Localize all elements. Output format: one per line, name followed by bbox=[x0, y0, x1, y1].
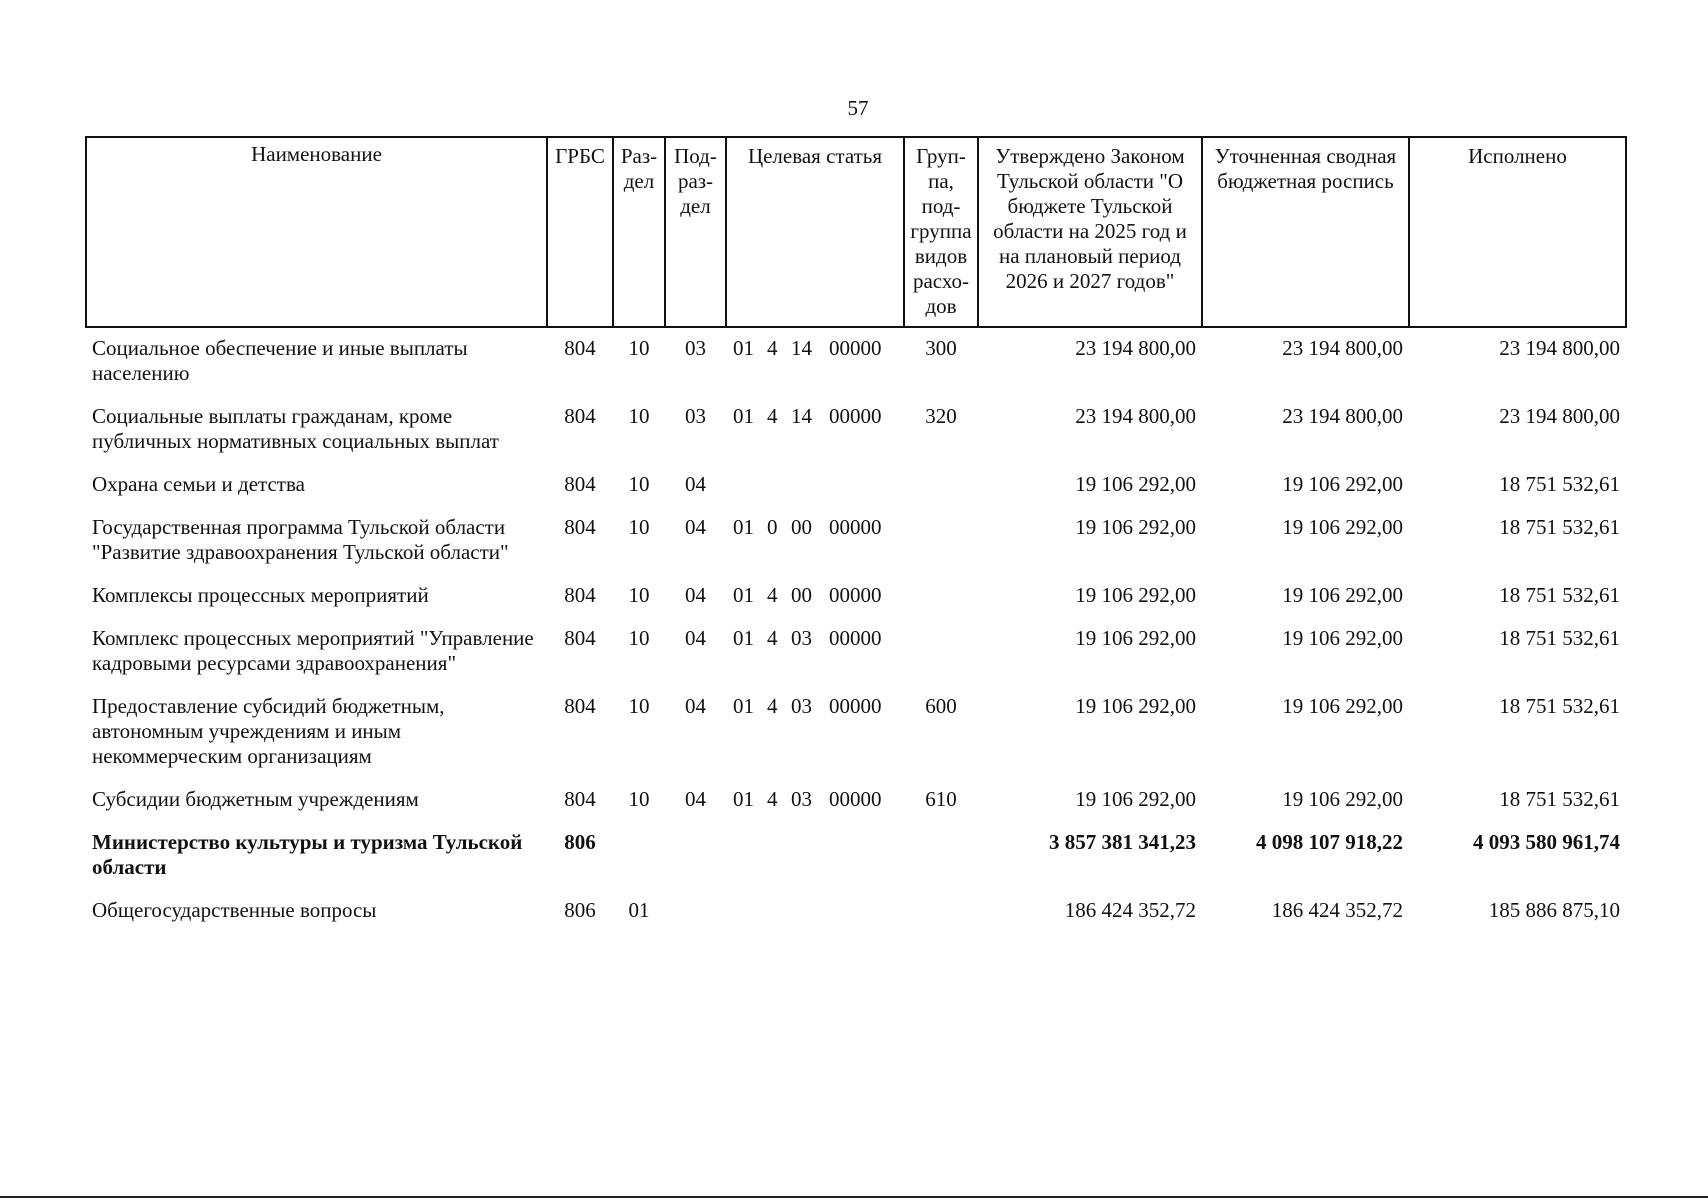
header-utochnennaya-rospis: Уточненная сводная бюджетная роспись bbox=[1202, 137, 1409, 327]
row-approved-cell: 23 194 800,00 bbox=[1075, 336, 1196, 360]
table-row bbox=[86, 825, 1626, 893]
celevaya-statya-parts bbox=[729, 694, 901, 719]
table-row bbox=[86, 399, 1626, 467]
celevaya-statya-part-4: 00000 bbox=[829, 787, 882, 811]
row-razdel-cell: 10 bbox=[628, 336, 650, 360]
row-executed-cell: 18 751 532,61 bbox=[1499, 583, 1620, 607]
row-executed-cell: 18 751 532,61 bbox=[1499, 787, 1620, 811]
row-razdel-cell: 10 bbox=[628, 626, 650, 650]
celevaya-statya-part-1: 01 bbox=[733, 404, 754, 428]
celevaya-statya-part-2: 4 bbox=[767, 787, 778, 811]
row-celevaya-statya-cell bbox=[726, 782, 904, 825]
header-utverzhdeno: Утверждено Законом Тульской области "О бюджете Тульской области на 2025 год и на плановый период 2026 и 2027 годов" bbox=[978, 137, 1202, 327]
celevaya-statya-part-3: 03 bbox=[791, 787, 812, 811]
celevaya-statya-part-1: 01 bbox=[733, 787, 754, 811]
header-ispolneno: Исполнено bbox=[1409, 137, 1626, 327]
row-celevaya-statya-cell bbox=[726, 578, 904, 621]
row-name-cell: Субсидии бюджетным учреждениям bbox=[92, 787, 419, 811]
row-executed-cell: 23 194 800,00 bbox=[1499, 404, 1620, 428]
row-name-cell: Социальные выплаты гражданам, кроме публичных нормативных социальных выплат bbox=[92, 404, 499, 453]
budget-table bbox=[85, 136, 1627, 936]
row-executed-cell: 4 093 580 961,74 bbox=[1473, 830, 1620, 854]
table-row bbox=[86, 578, 1626, 621]
celevaya-statya-part-1: 01 bbox=[733, 626, 754, 650]
row-name-cell: Государственная программа Тульской области "Развитие здравоохранения Тульской области" bbox=[92, 515, 509, 564]
row-refined-cell: 19 106 292,00 bbox=[1282, 472, 1403, 496]
row-approved-cell: 19 106 292,00 bbox=[1075, 583, 1196, 607]
row-approved-cell: 19 106 292,00 bbox=[1075, 515, 1196, 539]
celevaya-statya-part-3: 00 bbox=[791, 515, 812, 539]
row-razdel-cell: 10 bbox=[628, 404, 650, 428]
row-executed-cell: 18 751 532,61 bbox=[1499, 472, 1620, 496]
row-grbs-cell: 804 bbox=[564, 404, 596, 428]
row-refined-cell: 19 106 292,00 bbox=[1282, 787, 1403, 811]
row-name-cell: Комплекс процессных мероприятий "Управление кадровыми ресурсами здравоохранения" bbox=[92, 626, 534, 675]
header-name: Наименование bbox=[86, 137, 547, 327]
row-grbs-cell: 804 bbox=[564, 515, 596, 539]
row-group-cell bbox=[904, 510, 978, 578]
celevaya-statya-part-2: 4 bbox=[767, 404, 778, 428]
celevaya-statya-part-4: 00000 bbox=[829, 404, 882, 428]
row-name-cell: Комплексы процессных мероприятий bbox=[92, 583, 429, 607]
celevaya-statya-part-1: 01 bbox=[733, 583, 754, 607]
row-razdel-cell: 01 bbox=[628, 898, 650, 922]
row-name-cell: Социальное обеспечение и иные выплаты населению bbox=[92, 336, 468, 385]
celevaya-statya-part-3: 03 bbox=[791, 626, 812, 650]
row-approved-cell: 19 106 292,00 bbox=[1075, 787, 1196, 811]
row-razdel-cell bbox=[613, 825, 665, 893]
row-celevaya-statya-cell bbox=[726, 327, 904, 399]
row-grbs-cell: 804 bbox=[564, 694, 596, 718]
page-bottom-border bbox=[0, 1196, 1708, 1198]
row-grbs-cell: 804 bbox=[564, 626, 596, 650]
row-grbs-cell: 804 bbox=[564, 583, 596, 607]
table-row bbox=[86, 893, 1626, 936]
row-celevaya-statya-cell bbox=[726, 467, 904, 510]
celevaya-statya-parts bbox=[729, 787, 901, 812]
row-executed-cell: 185 886 875,10 bbox=[1488, 898, 1620, 922]
celevaya-statya-parts bbox=[729, 626, 901, 651]
row-group-cell: 320 bbox=[925, 404, 957, 428]
row-name-cell: Общегосударственные вопросы bbox=[92, 898, 377, 922]
row-podrazdel-cell: 04 bbox=[685, 626, 706, 650]
celevaya-statya-parts bbox=[729, 404, 901, 429]
celevaya-statya-part-1: 01 bbox=[733, 336, 754, 360]
celevaya-statya-part-3: 14 bbox=[791, 404, 812, 428]
row-name-cell: Министерство культуры и туризма Тульской области bbox=[92, 830, 523, 879]
row-approved-cell: 19 106 292,00 bbox=[1075, 472, 1196, 496]
row-podrazdel-cell: 04 bbox=[685, 694, 706, 718]
row-refined-cell: 19 106 292,00 bbox=[1282, 583, 1403, 607]
row-approved-cell: 186 424 352,72 bbox=[1064, 898, 1196, 922]
celevaya-statya-part-1: 01 bbox=[733, 694, 754, 718]
budget-table-wrapper bbox=[85, 136, 1625, 936]
row-executed-cell: 18 751 532,61 bbox=[1499, 626, 1620, 650]
row-group-cell: 610 bbox=[925, 787, 957, 811]
row-refined-cell: 19 106 292,00 bbox=[1282, 515, 1403, 539]
row-podrazdel-cell bbox=[665, 825, 726, 893]
row-podrazdel-cell bbox=[665, 893, 726, 936]
header-gruppa-vidov-raskhodov: Груп-па, под-группа видов расхо-дов bbox=[904, 137, 978, 327]
row-name-cell: Охрана семьи и детства bbox=[92, 472, 305, 496]
celevaya-statya-part-2: 4 bbox=[767, 336, 778, 360]
header-celevaya-statya: Целевая статья bbox=[726, 137, 904, 327]
table-body bbox=[86, 327, 1626, 936]
row-razdel-cell: 10 bbox=[628, 472, 650, 496]
row-refined-cell: 23 194 800,00 bbox=[1282, 404, 1403, 428]
row-razdel-cell: 10 bbox=[628, 787, 650, 811]
table-row bbox=[86, 327, 1626, 399]
row-celevaya-statya-cell bbox=[726, 621, 904, 689]
row-celevaya-statya-cell bbox=[726, 510, 904, 578]
row-grbs-cell: 806 bbox=[564, 830, 596, 854]
row-celevaya-statya-cell bbox=[726, 689, 904, 782]
row-podrazdel-cell: 04 bbox=[685, 515, 706, 539]
row-executed-cell: 18 751 532,61 bbox=[1499, 694, 1620, 718]
celevaya-statya-part-2: 4 bbox=[767, 694, 778, 718]
celevaya-statya-parts bbox=[729, 583, 901, 608]
table-row bbox=[86, 782, 1626, 825]
celevaya-statya-part-2: 4 bbox=[767, 583, 778, 607]
row-name-cell: Предоставление субсидий бюджетным, автономным учреждениям и иным некоммерческим организациям bbox=[92, 694, 445, 768]
row-refined-cell: 23 194 800,00 bbox=[1282, 336, 1403, 360]
row-celevaya-statya-cell bbox=[726, 825, 904, 893]
celevaya-statya-part-4: 00000 bbox=[829, 515, 882, 539]
table-row bbox=[86, 621, 1626, 689]
row-razdel-cell: 10 bbox=[628, 694, 650, 718]
page-number: 57 bbox=[847, 96, 869, 120]
row-grbs-cell: 804 bbox=[564, 336, 596, 360]
row-refined-cell: 186 424 352,72 bbox=[1271, 898, 1403, 922]
row-refined-cell: 19 106 292,00 bbox=[1282, 626, 1403, 650]
row-razdel-cell: 10 bbox=[628, 515, 650, 539]
row-podrazdel-cell: 04 bbox=[685, 472, 706, 496]
row-refined-cell: 19 106 292,00 bbox=[1282, 694, 1403, 718]
celevaya-statya-part-4: 00000 bbox=[829, 583, 882, 607]
table-header-row bbox=[86, 137, 1626, 327]
celevaya-statya-part-3: 14 bbox=[791, 336, 812, 360]
table-row bbox=[86, 689, 1626, 782]
celevaya-statya-part-4: 00000 bbox=[829, 626, 882, 650]
row-group-cell: 300 bbox=[925, 336, 957, 360]
celevaya-statya-part-4: 00000 bbox=[829, 336, 882, 360]
celevaya-statya-part-3: 00 bbox=[791, 583, 812, 607]
row-celevaya-statya-cell bbox=[726, 399, 904, 467]
row-grbs-cell: 804 bbox=[564, 787, 596, 811]
row-refined-cell: 4 098 107 918,22 bbox=[1256, 830, 1403, 854]
header-grbs: ГРБС bbox=[547, 137, 613, 327]
row-podrazdel-cell: 04 bbox=[685, 583, 706, 607]
row-podrazdel-cell: 03 bbox=[685, 404, 706, 428]
row-celevaya-statya-cell bbox=[726, 893, 904, 936]
row-approved-cell: 19 106 292,00 bbox=[1075, 694, 1196, 718]
celevaya-statya-part-3: 03 bbox=[791, 694, 812, 718]
row-grbs-cell: 806 bbox=[564, 898, 596, 922]
table-row bbox=[86, 467, 1626, 510]
row-group-cell bbox=[904, 825, 978, 893]
row-group-cell bbox=[904, 893, 978, 936]
row-group-cell: 600 bbox=[925, 694, 957, 718]
row-approved-cell: 23 194 800,00 bbox=[1075, 404, 1196, 428]
row-podrazdel-cell: 04 bbox=[685, 787, 706, 811]
row-group-cell bbox=[904, 578, 978, 621]
row-group-cell bbox=[904, 467, 978, 510]
row-razdel-cell: 10 bbox=[628, 583, 650, 607]
row-approved-cell: 3 857 381 341,23 bbox=[1049, 830, 1196, 854]
row-executed-cell: 18 751 532,61 bbox=[1499, 515, 1620, 539]
celevaya-statya-parts bbox=[729, 336, 901, 361]
row-group-cell bbox=[904, 621, 978, 689]
table-row bbox=[86, 510, 1626, 578]
celevaya-statya-part-2: 0 bbox=[767, 515, 778, 539]
row-approved-cell: 19 106 292,00 bbox=[1075, 626, 1196, 650]
row-executed-cell: 23 194 800,00 bbox=[1499, 336, 1620, 360]
celevaya-statya-part-4: 00000 bbox=[829, 694, 882, 718]
celevaya-statya-part-1: 01 bbox=[733, 515, 754, 539]
row-podrazdel-cell: 03 bbox=[685, 336, 706, 360]
row-grbs-cell: 804 bbox=[564, 472, 596, 496]
celevaya-statya-part-2: 4 bbox=[767, 626, 778, 650]
celevaya-statya-parts bbox=[729, 515, 901, 540]
header-podrazdel: Под-раз-дел bbox=[665, 137, 726, 327]
header-razdel: Раз-дел bbox=[613, 137, 665, 327]
